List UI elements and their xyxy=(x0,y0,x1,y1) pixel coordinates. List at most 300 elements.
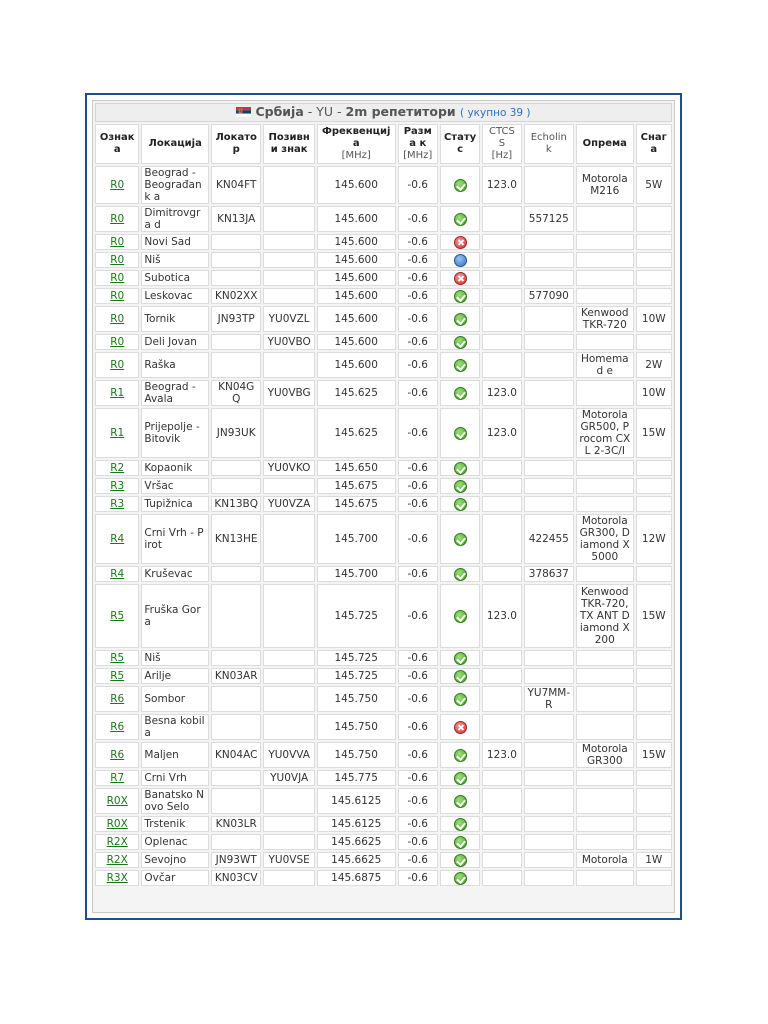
header-ctcss-unit: [Hz] xyxy=(491,150,513,161)
table-row xyxy=(95,514,672,564)
cell-razmak: -0.6 xyxy=(398,306,438,332)
cell-lokacija: Deli Jovan xyxy=(141,334,209,350)
cell-ctcss xyxy=(482,270,521,286)
cell-oprema xyxy=(576,834,634,850)
repeater-table xyxy=(93,101,674,888)
cell-frekvencija: 145.600 xyxy=(317,166,396,204)
cell-lokacija: Crni Vrh xyxy=(141,770,209,786)
cell-oznaka xyxy=(95,514,139,564)
repeater-link[interactable]: R2X xyxy=(106,836,128,848)
green-check-icon xyxy=(454,568,467,581)
cell-frekvencija: 145.750 xyxy=(317,714,396,740)
cell-oprema xyxy=(576,714,634,740)
cell-status xyxy=(440,288,480,304)
cell-status xyxy=(440,686,480,712)
table-row xyxy=(95,460,672,476)
table-row xyxy=(95,288,672,304)
green-check-icon xyxy=(454,670,467,683)
header-ctcss xyxy=(482,124,521,164)
table-row xyxy=(95,742,672,768)
cell-oznaka xyxy=(95,252,139,268)
green-check-icon xyxy=(454,387,467,400)
cell-oprema xyxy=(576,234,634,250)
cell-ctcss xyxy=(482,334,521,350)
cell-lokacija: Fruška Gora xyxy=(141,584,209,648)
green-check-icon xyxy=(454,610,467,623)
repeater-table-container xyxy=(92,100,675,913)
cell-lokacija: Leskovac xyxy=(141,288,209,304)
green-check-icon xyxy=(454,359,467,372)
cell-oznaka xyxy=(95,206,139,232)
green-check-icon xyxy=(454,772,467,785)
repeater-link[interactable]: R3 xyxy=(110,498,125,510)
cell-oznaka xyxy=(95,584,139,648)
cell-snaga xyxy=(636,478,672,494)
cell-status xyxy=(440,478,480,494)
red-x-icon xyxy=(454,721,467,734)
cell-ctcss xyxy=(482,770,521,786)
table-body xyxy=(95,166,672,886)
cell-oprema: Motorola GR300, Diamond X5000 xyxy=(576,514,634,564)
cell-status xyxy=(440,834,480,850)
cell-pozivni-znak xyxy=(263,288,314,304)
cell-lokator: JN93UK xyxy=(211,408,261,458)
header-razmak-unit: [MHz] xyxy=(403,150,433,161)
cell-echolink xyxy=(524,788,574,814)
cell-lokacija: Kopaonik xyxy=(141,460,209,476)
cell-echolink: 577090 xyxy=(524,288,574,304)
repeater-link[interactable]: R0 xyxy=(110,179,125,191)
repeater-link[interactable]: R4 xyxy=(110,568,125,580)
cell-snaga xyxy=(636,566,672,582)
green-check-icon xyxy=(454,480,467,493)
cell-oprema xyxy=(576,380,634,406)
cell-oznaka xyxy=(95,714,139,740)
cell-lokator: KN03CV xyxy=(211,870,261,886)
header-frekvencija-label: Фреквенциј а xyxy=(321,126,391,149)
cell-status xyxy=(440,460,480,476)
cell-status xyxy=(440,668,480,684)
cell-oprema xyxy=(576,460,634,476)
cell-frekvencija: 145.750 xyxy=(317,686,396,712)
cell-frekvencija: 145.725 xyxy=(317,584,396,648)
cell-pozivni-znak xyxy=(263,352,314,378)
header-oprema: Опрема xyxy=(576,124,634,164)
cell-snaga xyxy=(636,334,672,350)
cell-echolink xyxy=(524,714,574,740)
cell-lokator: KN04FT xyxy=(211,166,261,204)
cell-razmak: -0.6 xyxy=(398,166,438,204)
cell-snaga xyxy=(636,206,672,232)
cell-ctcss: 123.0 xyxy=(482,408,521,458)
cell-pozivni-znak: YU0VZA xyxy=(263,496,314,512)
repeater-link[interactable]: R0 xyxy=(110,290,125,302)
cell-echolink xyxy=(524,650,574,666)
cell-status xyxy=(440,380,480,406)
cell-lokacija: Raška xyxy=(141,352,209,378)
cell-lokacija: Vršac xyxy=(141,478,209,494)
cell-razmak: -0.6 xyxy=(398,834,438,850)
cell-razmak: -0.6 xyxy=(398,206,438,232)
cell-ctcss xyxy=(482,834,521,850)
cell-ctcss xyxy=(482,234,521,250)
cell-lokator xyxy=(211,650,261,666)
cell-oznaka xyxy=(95,478,139,494)
cell-status xyxy=(440,566,480,582)
cell-oznaka xyxy=(95,352,139,378)
green-check-icon xyxy=(454,498,467,511)
repeater-link[interactable]: R5 xyxy=(110,670,125,682)
repeater-link[interactable]: R6 xyxy=(110,693,125,705)
header-pozivni-znak: Позивн и знак xyxy=(263,124,314,164)
cell-oznaka xyxy=(95,870,139,886)
blue-dot-icon xyxy=(454,254,467,267)
red-x-icon xyxy=(454,272,467,285)
cell-lokator xyxy=(211,460,261,476)
repeater-link[interactable]: R1 xyxy=(110,427,125,439)
green-check-icon xyxy=(454,854,467,867)
serbia-flag-icon xyxy=(236,107,251,117)
cell-oprema xyxy=(576,496,634,512)
cell-pozivni-znak xyxy=(263,566,314,582)
cell-status xyxy=(440,714,480,740)
cell-oznaka xyxy=(95,566,139,582)
cell-echolink: 378637 xyxy=(524,566,574,582)
cell-ctcss xyxy=(482,852,521,868)
repeater-link[interactable]: R7 xyxy=(110,772,125,784)
repeater-link[interactable]: R0 xyxy=(110,313,125,325)
cell-snaga xyxy=(636,668,672,684)
cell-oznaka xyxy=(95,334,139,350)
cell-lokacija: Sombor xyxy=(141,686,209,712)
cell-oprema: Motorola GR300 xyxy=(576,742,634,768)
green-check-icon xyxy=(454,336,467,349)
cell-snaga xyxy=(636,788,672,814)
cell-snaga xyxy=(636,496,672,512)
cell-oprema xyxy=(576,270,634,286)
table-row xyxy=(95,206,672,232)
repeater-link[interactable]: R3X xyxy=(106,872,128,884)
title-country: Србија xyxy=(255,104,304,119)
header-frekvencija-unit: [MHz] xyxy=(341,150,371,161)
cell-echolink xyxy=(524,742,574,768)
cell-razmak: -0.6 xyxy=(398,566,438,582)
repeater-link[interactable]: R0 xyxy=(110,359,125,371)
cell-frekvencija: 145.600 xyxy=(317,206,396,232)
cell-echolink xyxy=(524,460,574,476)
cell-oprema xyxy=(576,206,634,232)
cell-frekvencija: 145.700 xyxy=(317,566,396,582)
green-check-icon xyxy=(454,818,467,831)
cell-lokacija: Beograd - Avala xyxy=(141,380,209,406)
cell-snaga xyxy=(636,816,672,832)
table-row xyxy=(95,686,672,712)
cell-ctcss xyxy=(482,668,521,684)
red-x-icon xyxy=(454,236,467,249)
cell-snaga xyxy=(636,834,672,850)
cell-echolink xyxy=(524,496,574,512)
cell-pozivni-znak xyxy=(263,206,314,232)
repeater-link[interactable]: R0 xyxy=(110,336,125,348)
cell-frekvencija: 145.625 xyxy=(317,408,396,458)
green-check-icon xyxy=(454,427,467,440)
table-row xyxy=(95,352,672,378)
cell-razmak: -0.6 xyxy=(398,514,438,564)
cell-snaga xyxy=(636,460,672,476)
cell-status xyxy=(440,334,480,350)
cell-lokator xyxy=(211,584,261,648)
cell-frekvencija: 145.750 xyxy=(317,742,396,768)
header-razmak xyxy=(398,124,438,164)
cell-ctcss xyxy=(482,686,521,712)
cell-status xyxy=(440,650,480,666)
cell-status xyxy=(440,408,480,458)
cell-snaga xyxy=(636,650,672,666)
green-check-icon xyxy=(454,290,467,303)
cell-echolink xyxy=(524,234,574,250)
repeater-link[interactable]: R0X xyxy=(106,795,128,807)
cell-pozivni-znak: YU0VBG xyxy=(263,380,314,406)
table-row xyxy=(95,788,672,814)
cell-oprema xyxy=(576,650,634,666)
cell-oznaka xyxy=(95,288,139,304)
cell-lokator xyxy=(211,334,261,350)
header-frekvencija xyxy=(317,124,396,164)
green-check-icon xyxy=(454,836,467,849)
cell-lokacija: Dimitrovgra d xyxy=(141,206,209,232)
cell-lokator xyxy=(211,788,261,814)
cell-lokacija: Novi Sad xyxy=(141,234,209,250)
title-separator: - xyxy=(333,104,346,119)
cell-pozivni-znak xyxy=(263,270,314,286)
cell-lokator: KN02XX xyxy=(211,288,261,304)
header-ctcss-label: CTCS S xyxy=(489,126,515,149)
cell-oznaka xyxy=(95,234,139,250)
repeater-link[interactable]: R3 xyxy=(110,480,125,492)
cell-frekvencija: 145.775 xyxy=(317,770,396,786)
cell-lokator xyxy=(211,270,261,286)
green-check-icon xyxy=(454,795,467,808)
cell-razmak: -0.6 xyxy=(398,714,438,740)
header-lokator: Локато р xyxy=(211,124,261,164)
cell-snaga: 5W xyxy=(636,166,672,204)
cell-pozivni-znak: YU0VVA xyxy=(263,742,314,768)
cell-frekvencija: 145.600 xyxy=(317,306,396,332)
cell-oznaka xyxy=(95,834,139,850)
cell-oprema xyxy=(576,770,634,786)
cell-lokator: JN93TP xyxy=(211,306,261,332)
cell-oznaka xyxy=(95,408,139,458)
cell-oznaka xyxy=(95,770,139,786)
cell-ctcss: 123.0 xyxy=(482,166,521,204)
cell-ctcss: 123.0 xyxy=(482,584,521,648)
cell-oznaka xyxy=(95,166,139,204)
cell-oprema xyxy=(576,334,634,350)
cell-razmak: -0.6 xyxy=(398,408,438,458)
cell-pozivni-znak xyxy=(263,668,314,684)
cell-oznaka xyxy=(95,686,139,712)
title-tag: YU xyxy=(316,104,334,119)
cell-pozivni-znak xyxy=(263,234,314,250)
cell-status xyxy=(440,270,480,286)
cell-status xyxy=(440,496,480,512)
cell-oprema: Homemad e xyxy=(576,352,634,378)
cell-lokacija: Besna kobila xyxy=(141,714,209,740)
cell-status xyxy=(440,206,480,232)
cell-snaga xyxy=(636,770,672,786)
cell-ctcss xyxy=(482,816,521,832)
table-row xyxy=(95,334,672,350)
table-row xyxy=(95,478,672,494)
repeater-link[interactable]: R0X xyxy=(106,818,128,830)
cell-razmak: -0.6 xyxy=(398,742,438,768)
cell-razmak: -0.6 xyxy=(398,352,438,378)
cell-lokator xyxy=(211,252,261,268)
cell-pozivni-znak xyxy=(263,650,314,666)
cell-status xyxy=(440,870,480,886)
cell-frekvencija: 145.600 xyxy=(317,270,396,286)
cell-razmak: -0.6 xyxy=(398,288,438,304)
table-row xyxy=(95,408,672,458)
cell-lokacija: Trstenik xyxy=(141,816,209,832)
cell-echolink: YU7MM- R xyxy=(524,686,574,712)
cell-frekvencija: 145.625 xyxy=(317,380,396,406)
repeater-link[interactable]: R6 xyxy=(110,721,125,733)
cell-lokacija: Prijepolje - Bitovik xyxy=(141,408,209,458)
cell-snaga: 10W xyxy=(636,306,672,332)
cell-oprema: Kenwood TKR-720, TX ANT Diamond X200 xyxy=(576,584,634,648)
cell-lokator xyxy=(211,478,261,494)
header-oznaka: Ознак а xyxy=(95,124,139,164)
cell-lokator xyxy=(211,770,261,786)
cell-oznaka xyxy=(95,270,139,286)
cell-snaga xyxy=(636,270,672,286)
cell-lokacija: Niš xyxy=(141,252,209,268)
cell-snaga: 2W xyxy=(636,352,672,378)
cell-frekvencija: 145.725 xyxy=(317,650,396,666)
repeater-link[interactable]: R4 xyxy=(110,533,125,545)
cell-pozivni-znak xyxy=(263,870,314,886)
cell-ctcss xyxy=(482,788,521,814)
table-row xyxy=(95,834,672,850)
table-row xyxy=(95,270,672,286)
cell-echolink: 422455 xyxy=(524,514,574,564)
table-row xyxy=(95,584,672,648)
repeater-link[interactable]: R0 xyxy=(110,254,125,266)
cell-oprema: Kenwood TKR-720 xyxy=(576,306,634,332)
cell-ctcss xyxy=(482,306,521,332)
cell-ctcss xyxy=(482,714,521,740)
repeater-link[interactable]: R0 xyxy=(110,213,125,225)
cell-snaga: 10W xyxy=(636,380,672,406)
cell-razmak: -0.6 xyxy=(398,380,438,406)
cell-snaga: 15W xyxy=(636,742,672,768)
cell-echolink xyxy=(524,668,574,684)
table-row xyxy=(95,852,672,868)
cell-oprema xyxy=(576,816,634,832)
cell-pozivni-znak xyxy=(263,584,314,648)
cell-pozivni-znak xyxy=(263,788,314,814)
header-razmak-label: Разма к xyxy=(403,126,432,149)
cell-frekvencija: 145.6625 xyxy=(317,852,396,868)
table-row xyxy=(95,166,672,204)
table-row xyxy=(95,870,672,886)
cell-snaga xyxy=(636,234,672,250)
repeater-link[interactable]: R5 xyxy=(110,610,125,622)
cell-oprema: Motorola M216 xyxy=(576,166,634,204)
cell-razmak: -0.6 xyxy=(398,234,438,250)
cell-echolink xyxy=(524,380,574,406)
cell-frekvencija: 145.6625 xyxy=(317,834,396,850)
cell-frekvencija: 145.6125 xyxy=(317,788,396,814)
table-title xyxy=(95,103,672,122)
repeater-link[interactable]: R0 xyxy=(110,236,125,248)
cell-razmak: -0.6 xyxy=(398,816,438,832)
cell-snaga xyxy=(636,714,672,740)
cell-lokator: KN13BQ xyxy=(211,496,261,512)
cell-status xyxy=(440,306,480,332)
cell-razmak: -0.6 xyxy=(398,478,438,494)
title-band: 2m репетитори xyxy=(345,104,456,119)
table-row xyxy=(95,306,672,332)
repeater-link[interactable]: R2 xyxy=(110,462,125,474)
cell-snaga xyxy=(636,686,672,712)
table-row xyxy=(95,668,672,684)
cell-frekvencija: 145.6875 xyxy=(317,870,396,886)
cell-echolink: 557125 xyxy=(524,206,574,232)
cell-echolink xyxy=(524,166,574,204)
cell-pozivni-znak xyxy=(263,714,314,740)
cell-echolink xyxy=(524,478,574,494)
green-check-icon xyxy=(454,213,467,226)
table-row xyxy=(95,714,672,740)
green-check-icon xyxy=(454,313,467,326)
cell-razmak: -0.6 xyxy=(398,870,438,886)
cell-snaga: 15W xyxy=(636,584,672,648)
cell-lokacija: Banatsko Novo Selo xyxy=(141,788,209,814)
green-check-icon xyxy=(454,462,467,475)
cell-status xyxy=(440,234,480,250)
cell-pozivni-znak: YU0VJA xyxy=(263,770,314,786)
cell-oprema xyxy=(576,566,634,582)
cell-pozivni-znak: YU0VKO xyxy=(263,460,314,476)
cell-razmak: -0.6 xyxy=(398,770,438,786)
cell-echolink xyxy=(524,770,574,786)
repeater-link[interactable]: R5 xyxy=(110,652,125,664)
cell-echolink xyxy=(524,834,574,850)
cell-lokacija: Subotica xyxy=(141,270,209,286)
cell-ctcss xyxy=(482,478,521,494)
repeater-link[interactable]: R1 xyxy=(110,387,125,399)
total-count-link[interactable]: ( укупно 39 ) xyxy=(460,107,531,119)
cell-status xyxy=(440,742,480,768)
cell-snaga xyxy=(636,252,672,268)
green-check-icon xyxy=(454,179,467,192)
cell-razmak: -0.6 xyxy=(398,496,438,512)
cell-lokator xyxy=(211,352,261,378)
cell-oprema: Motorola xyxy=(576,852,634,868)
cell-razmak: -0.6 xyxy=(398,650,438,666)
repeater-link[interactable]: R6 xyxy=(110,749,125,761)
table-row xyxy=(95,650,672,666)
header-echolink: Echolin k xyxy=(524,124,574,164)
repeater-link[interactable]: R2X xyxy=(106,854,128,866)
cell-frekvencija: 145.650 xyxy=(317,460,396,476)
cell-echolink xyxy=(524,408,574,458)
repeater-link[interactable]: R0 xyxy=(110,272,125,284)
cell-oprema xyxy=(576,478,634,494)
green-check-icon xyxy=(454,872,467,885)
